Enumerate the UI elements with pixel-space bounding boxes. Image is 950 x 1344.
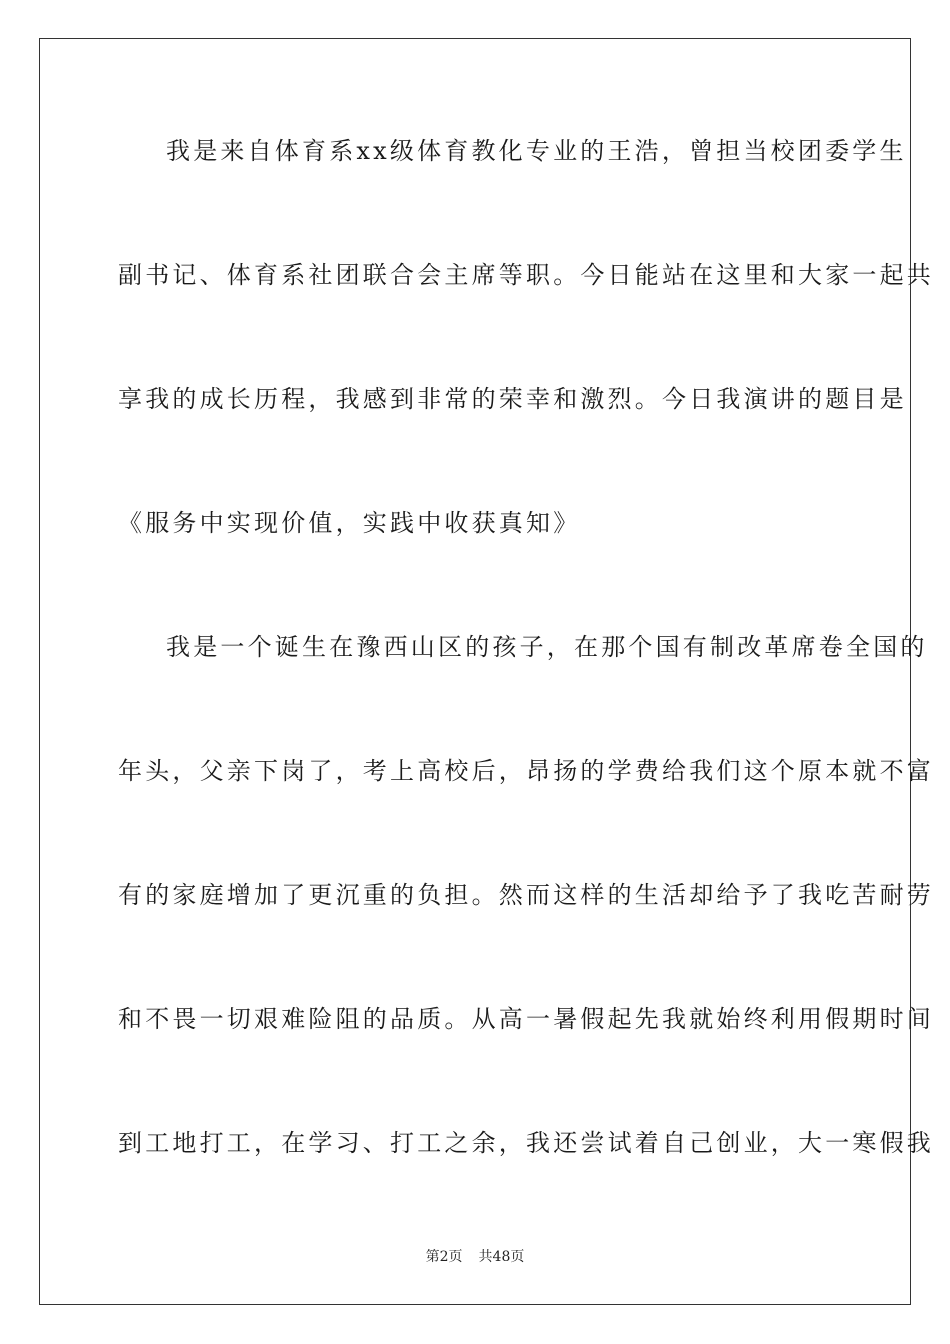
page-total: 共48页 <box>478 1249 525 1265</box>
text-line-5: 我是一个诞生在豫西山区的孩子，在那个国有制改革席卷全国的 <box>166 633 928 661</box>
page-border <box>39 38 934 1305</box>
text-line-7: 有的家庭增加了更沉重的负担。然而这样的生活却给予了我吃苦耐劳 <box>118 881 934 909</box>
text-line-9: 到工地打工，在学习、打工之余，我还尝试着自己创业，大一寒假我 <box>118 1129 934 1157</box>
text-line-1: 我是来自体育系xx级体育教化专业的王浩，曾担当校团委学生 <box>166 137 907 165</box>
text-line-2: 副书记、体育系社团联合会主席等职。今日能站在这里和大家一起共 <box>118 261 934 289</box>
page-footer <box>0 1248 950 1266</box>
text-line-8: 和不畏一切艰难险阻的品质。从高一暑假起先我就始终利用假期时间 <box>118 1005 934 1033</box>
text-line-6: 年头，父亲下岗了，考上高校后，昂扬的学费给我们这个原本就不富 <box>118 757 934 785</box>
text-line-4: 《服务中实现价值，实践中收获真知》 <box>118 509 581 537</box>
text-line-3: 享我的成长历程，我感到非常的荣幸和激烈。今日我演讲的题目是 <box>118 385 907 413</box>
page-number: 第2页 <box>425 1249 463 1265</box>
